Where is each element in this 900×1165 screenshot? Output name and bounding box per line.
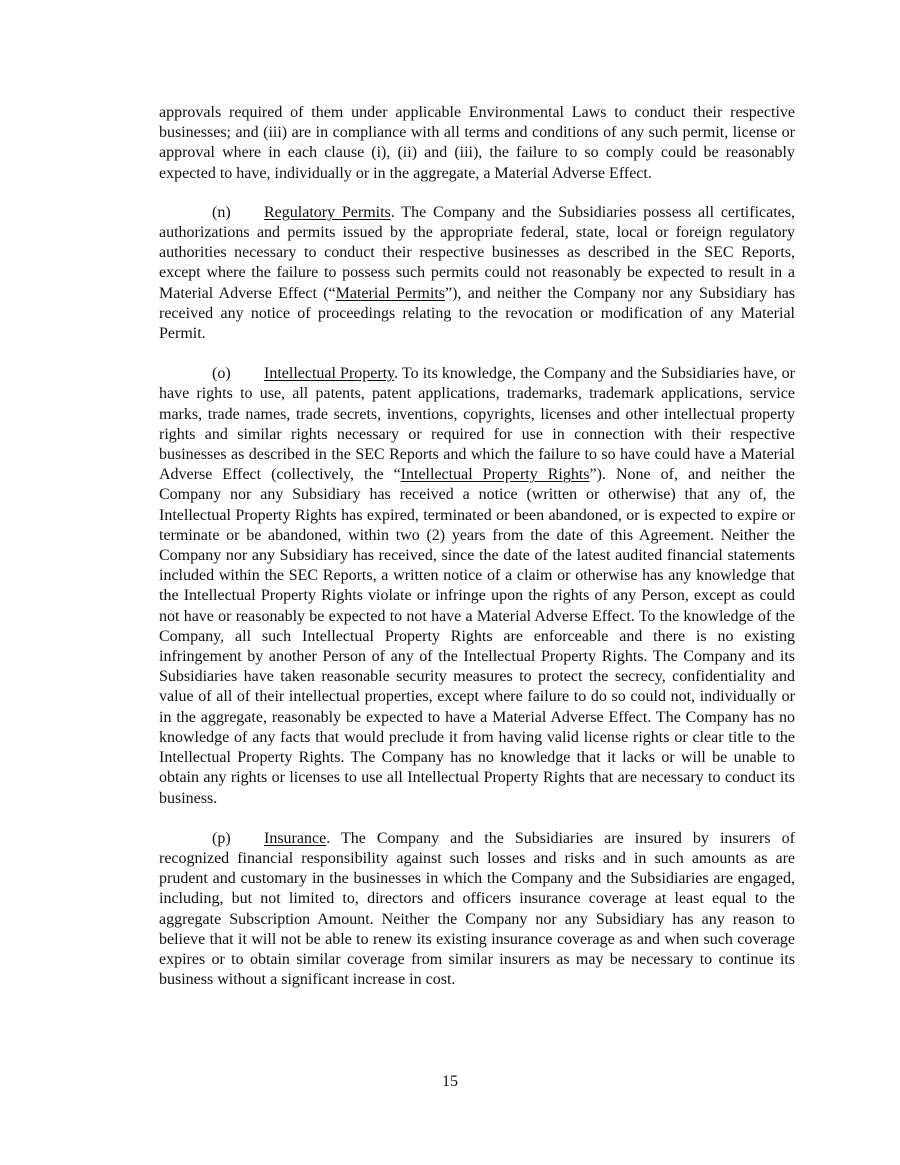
paragraph-n-text-1: . The Company and the Subsidiaries possess all certificates, authorizations and permits issued by the appropriate federal, state, local or foreign regulatory authorities necessary to conduct their respective businesses as described in the SEC Reports, except where the failure to possess such permits could not reasonably be expected to result in a Material Adverse Effect (“ <box>159 203 795 302</box>
paragraph-o-text-2: ”). None of, and neither the Company nor any Subsidiary has received a notice (written or otherwise) that any of, the Intellectual Property Rights has expired, terminated or been abandoned, or is expected to expire or terminate or be abandoned, within two (2) years from the date of this Agreement. Neither the Company nor any Subsidiary has received, since the date of the latest audited financial statements included within the SEC Reports, a written notice of a claim or otherwise has any knowledge that the Intellectual Property Rights violate or infringe upon the rights of any Person, except as could not have or reasonably be expected to not have a Material Adverse Effect. To the knowledge of the Company, all such Intellectual Property Rights are enforceable and there is no existing infringement by another Person of any of the Intellectual Property Rights. The Company and its Subsidiaries have taken reasonable security measures to protect the secrecy, confidentiality and value of all of their intellectual properties, except where failure to do so could not, individually or in the aggregate, reasonably be expected to have a Material Adverse Effect. The Company has no knowledge of any facts that would preclude it from having valid license rights or clear title to the Intellectual Property Rights. The Company has no knowledge that it lacks or will be unable to obtain any rights or licenses to use all Intellectual Property Rights that are necessary to conduct its business. <box>159 466 796 807</box>
section-label-p: (p) <box>212 829 231 847</box>
defined-term-material-permits: Material Permits <box>335 284 445 302</box>
section-heading-regulatory-permits: Regulatory Permits <box>264 203 391 221</box>
paragraph-o-intellectual-property <box>159 364 795 808</box>
defined-term-intellectual-property-rights: Intellectual Property Rights <box>400 466 590 484</box>
paragraph-p-insurance <box>159 829 795 991</box>
document-page <box>159 103 795 1010</box>
paragraph-o-text-1: . To its knowledge, the Company and the Subsidiaries have, or have rights to use, all patents, patent applications, trademarks, trademark applications, service marks, trade names, trade secrets, inventions, copyrights, licenses and other intellectual property rights and similar rights necessary or required for use in connection with their respective businesses as described in the SEC Reports and which the failure to so have could have a Material Adverse Effect (collectively, the “ <box>159 365 795 484</box>
paragraph-m-text: approvals required of them under applicable Environmental Laws to conduct their respective businesses; and (iii) are in compliance with all terms and conditions of any such permit, license or approval where in each clause (i), (ii) and (iii), the failure to so comply could be reasonably expected to have, individually or in the aggregate, a Material Adverse Effect. <box>159 104 795 182</box>
paragraph-n-regulatory-permits <box>159 203 795 344</box>
section-label-o: (o) <box>212 365 231 383</box>
paragraph-n-text-2: ”), and neither the Company nor any Subsidiary has received any notice of proceedings relating to the revocation or modification of any Material Permit. <box>159 284 796 343</box>
section-label-n: (n) <box>212 203 231 221</box>
section-heading-intellectual-property: Intellectual Property <box>264 365 395 383</box>
paragraph-p-text-1: . The Company and the Subsidiaries are insured by insurers of recognized financial responsibility against such losses and risks and in such amounts as are prudent and customary in the businesses in which the Company and the Subsidiaries are engaged, including, but not limited to, directors and officers insurance coverage at least equal to the aggregate Subscription Amount. Neither the Company nor any Subsidiary has any reason to believe that it will not be able to renew its existing insurance coverage as and when such coverage expires or to obtain similar coverage from similar insurers as may be necessary to continue its business without a significant increase in cost. <box>159 829 795 989</box>
paragraph-m-continuation <box>159 103 795 184</box>
page-number: 15 <box>442 1073 458 1090</box>
section-heading-insurance: Insurance <box>264 829 327 847</box>
